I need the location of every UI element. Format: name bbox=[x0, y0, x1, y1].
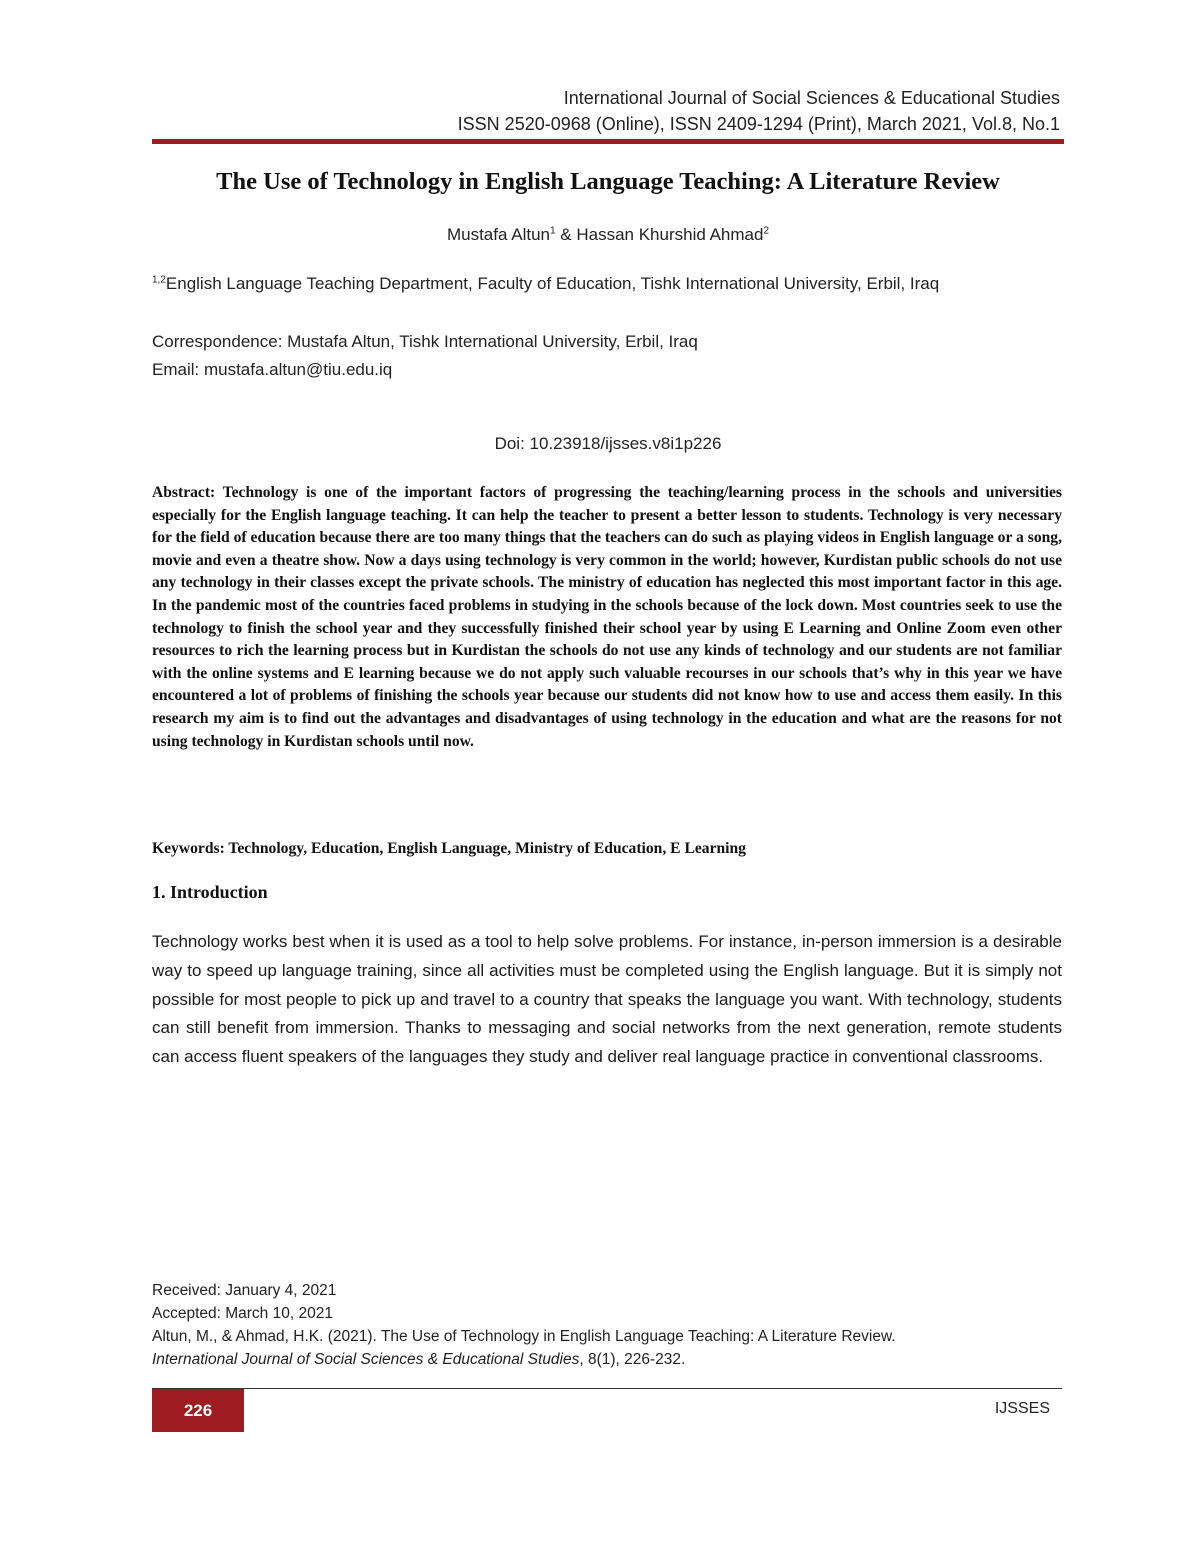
email-line: Email: mustafa.altun@tiu.edu.iq bbox=[152, 360, 393, 379]
affiliation-superscript: 1,2 bbox=[152, 274, 166, 286]
citation-source bbox=[152, 1348, 1064, 1371]
issn-line: ISSN 2520-0968 (Online), ISSN 2409-1294 (Print), March 2021, Vol.8, No.1 bbox=[457, 114, 1060, 134]
citation-journal: International Journal of Social Sciences & Educational Studies bbox=[152, 1351, 580, 1368]
affiliation-text: English Language Teaching Department, Faculty of Education, Tishk International University, Erbil, Iraq bbox=[165, 274, 940, 293]
accepted-date: Accepted: March 10, 2021 bbox=[152, 1305, 333, 1322]
citation-volume: , 8(1), 226-232. bbox=[579, 1351, 686, 1368]
header-rule bbox=[152, 139, 1064, 144]
journal-abbreviation: IJSSES bbox=[994, 1400, 1050, 1417]
author-line bbox=[152, 225, 1064, 245]
keywords: Keywords: Technology, Education, English Language, Ministry of Education, E Learning bbox=[152, 840, 746, 857]
author-1: Mustafa Altun bbox=[446, 225, 550, 244]
author-1-superscript: 1 bbox=[549, 225, 556, 237]
author-separator: & bbox=[555, 225, 577, 244]
footer-rule bbox=[152, 1388, 1062, 1389]
author-2: Hassan Khurshid Ahmad bbox=[576, 225, 764, 244]
citation: Altun, M., & Ahmad, H.K. (2021). The Use of Technology in English Language Teaching: A Literature Review. bbox=[152, 1328, 896, 1345]
correspondence: Correspondence: Mustafa Altun, Tishk International University, Erbil, Iraq bbox=[152, 332, 698, 351]
journal-name: International Journal of Social Sciences & Educational Studies bbox=[563, 88, 1060, 108]
article-title: The Use of Technology in English Language Teaching: A Literature Review bbox=[216, 168, 1000, 195]
abstract: Abstract: Technology is one of the important factors of progressing the teaching/learning process in the schools and universities especially for the English language teaching. It can help the teacher to present a better lesson to students. Technology is very necessary for the field of education because there are too many things that the teachers can do such as playing videos in English language or a song, movie and even a theatre show. Now a days using technology is very common in the world; however, Kurdistan public schools do not use any technology in their classes except the private schools. The ministry of education has neglected this most important factor in this age. In the pandemic most of the countries faced problems in studying in the schools because of the lock down. Most countries seek to use the technology to finish the school year and they successfully finished their school year by using E Learning and Online Zoom even other resources to rich the learning process but in Kurdistan the schools do not use any kinds of technology and our students are not familiar with the online systems and E learning because we do not apply such valuable recourses in our schools that’s why in this year we have encountered a lot of problems of finishing the schools year because our students did not know how to use and access them easily. In this research my aim is to find out the advantages and disadvantages of using technology in the education and what are the reasons for not using technology in Kurdistan schools until now. bbox=[152, 484, 1062, 750]
affiliation bbox=[152, 270, 1064, 297]
doi: Doi: 10.23918/ijsses.v8i1p226 bbox=[494, 434, 722, 453]
section-heading: 1. Introduction bbox=[152, 882, 268, 902]
received-date: Received: January 4, 2021 bbox=[152, 1282, 337, 1299]
author-2-superscript: 2 bbox=[763, 225, 770, 237]
page-number: 226 bbox=[152, 1389, 244, 1432]
introduction-paragraph: Technology works best when it is used as a tool to help solve problems. For instance, in-person immersion is a desirable way to speed up language training, since all activities must be completed using the English language. But it is simply not possible for most people to pick up and travel to a country that speaks the language you want. With technology, students can still benefit from immersion. Thanks to messaging and social networks from the next generation, remote students can access fluent speakers of the languages they study and deliver real language practice in conventional classrooms. bbox=[152, 932, 1062, 1067]
